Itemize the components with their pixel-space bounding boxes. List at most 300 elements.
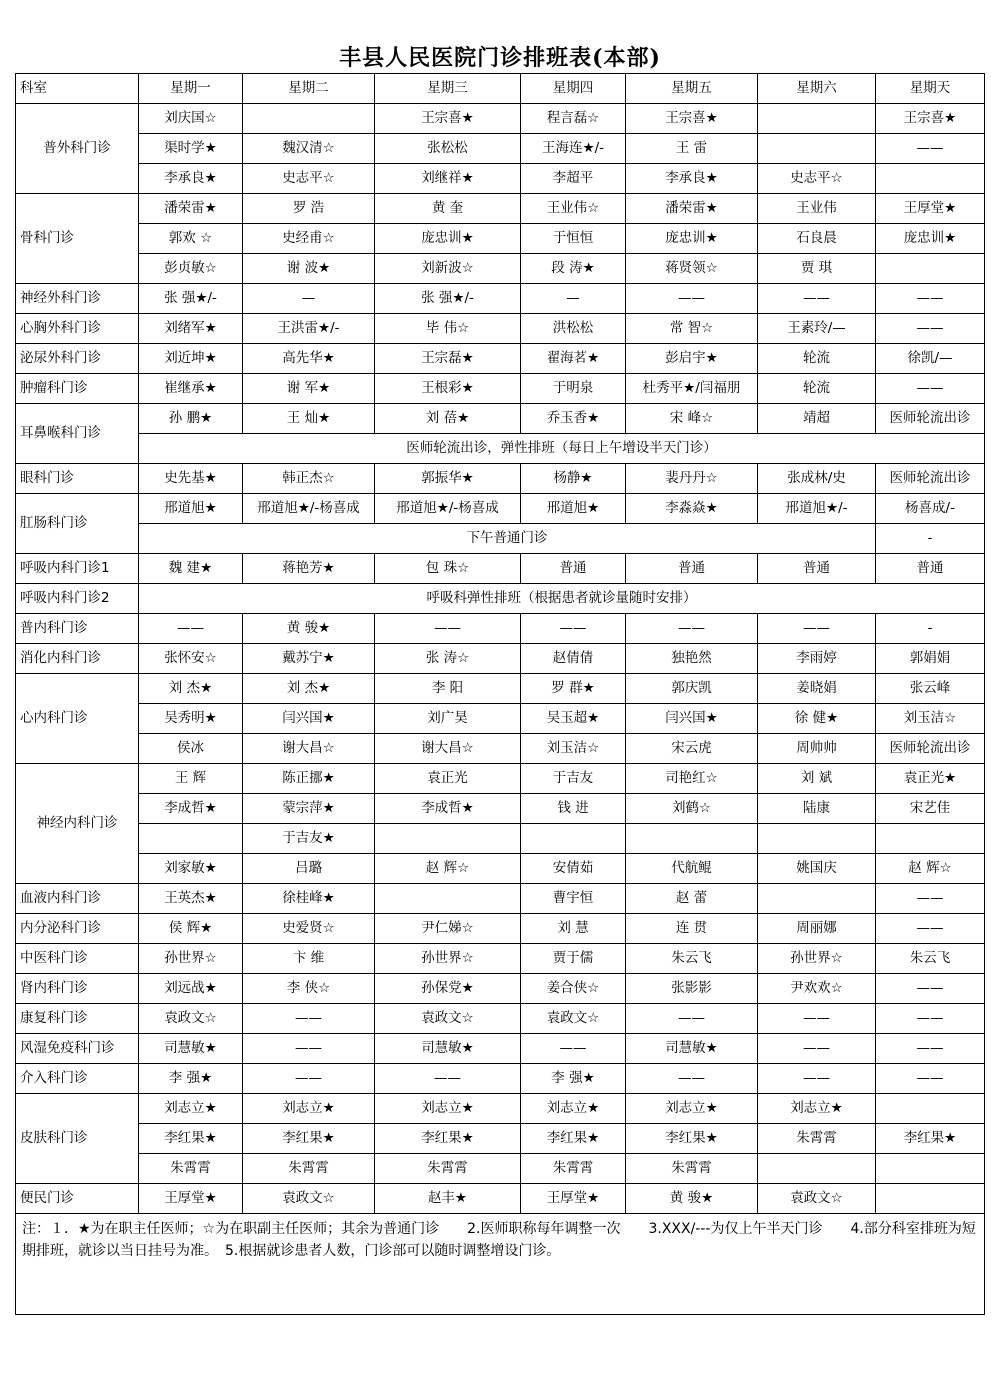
schedule-cell <box>876 254 985 284</box>
schedule-cell <box>375 884 521 914</box>
schedule-cell: 闫兴国★ <box>626 704 758 734</box>
table-row <box>16 974 985 1004</box>
schedule-cell: —— <box>876 374 985 404</box>
schedule-cell: 石良晨 <box>758 224 876 254</box>
schedule-cell: 王宗磊★ <box>375 344 521 374</box>
schedule-cell: 刘志立★ <box>626 1094 758 1124</box>
schedule-cell: 朱云飞 <box>876 944 985 974</box>
schedule-cell <box>758 1154 876 1184</box>
schedule-cell: 袁政文☆ <box>758 1184 876 1214</box>
schedule-cell: —— <box>243 1064 375 1094</box>
schedule-cell: 李 阳 <box>375 674 521 704</box>
header-day: 星期六 <box>758 74 876 104</box>
schedule-cell: —— <box>876 1034 985 1064</box>
schedule-cell: 郭振华★ <box>375 464 521 494</box>
schedule-cell: 刘志立★ <box>139 1094 243 1124</box>
table-row <box>16 884 985 914</box>
schedule-body <box>16 74 985 1315</box>
dept-name: 普外科门诊 <box>16 104 139 194</box>
schedule-cell: 李红果★ <box>243 1124 375 1154</box>
schedule-cell: 袁正光 <box>375 764 521 794</box>
schedule-cell <box>876 824 985 854</box>
schedule-cell: 谢 波★ <box>243 254 375 284</box>
schedule-cell: 刘志立★ <box>521 1094 626 1124</box>
schedule-cell: —— <box>521 614 626 644</box>
schedule-cell: 朱霄霄 <box>626 1154 758 1184</box>
schedule-cell: 杨静★ <box>521 464 626 494</box>
schedule-cell: 蒙宗萍★ <box>243 794 375 824</box>
schedule-cell: 闫兴国★ <box>243 704 375 734</box>
schedule-cell: 司艳红☆ <box>626 764 758 794</box>
schedule-cell: 邢道旭★ <box>139 494 243 524</box>
schedule-cell: —— <box>626 1004 758 1034</box>
schedule-cell: 王素玲/— <box>758 314 876 344</box>
schedule-cell: 王厚堂★ <box>521 1184 626 1214</box>
schedule-cell: 谢 军★ <box>243 374 375 404</box>
schedule-cell: 司慧敏★ <box>139 1034 243 1064</box>
schedule-cell: 于明泉 <box>521 374 626 404</box>
schedule-cell: 潘荣雷★ <box>626 194 758 224</box>
table-row <box>16 374 985 404</box>
schedule-cell: 裴丹丹☆ <box>626 464 758 494</box>
schedule-cell: 尹欢欢☆ <box>758 974 876 1004</box>
schedule-cell: 庞忠训★ <box>375 224 521 254</box>
schedule-cell: 张怀安☆ <box>139 644 243 674</box>
dept-name: 骨科门诊 <box>16 194 139 284</box>
schedule-cell <box>758 824 876 854</box>
table-row <box>16 704 985 734</box>
schedule-cell: 包 珠☆ <box>375 554 521 584</box>
schedule-cell: 张成林/史 <box>758 464 876 494</box>
schedule-cell: 乔玉香★ <box>521 404 626 434</box>
schedule-cell: 李成哲★ <box>139 794 243 824</box>
schedule-cell: —— <box>521 1034 626 1064</box>
schedule-cell: 王宗喜★ <box>626 104 758 134</box>
schedule-cell: —— <box>626 284 758 314</box>
table-row <box>16 1184 985 1214</box>
schedule-cell: 邢道旭★/-杨喜成 <box>243 494 375 524</box>
schedule-cell: 彭贞敏☆ <box>139 254 243 284</box>
schedule-cell: —— <box>758 284 876 314</box>
table-row <box>16 194 985 224</box>
schedule-cell: 刘绪军★ <box>139 314 243 344</box>
schedule-cell: 黄 骏★ <box>626 1184 758 1214</box>
schedule-cell: 史经甫☆ <box>243 224 375 254</box>
schedule-cell: 袁政文☆ <box>139 1004 243 1034</box>
schedule-cell: 刘广昊 <box>375 704 521 734</box>
schedule-cell: 孙世界☆ <box>758 944 876 974</box>
table-row <box>16 224 985 254</box>
schedule-cell: 李红果★ <box>375 1124 521 1154</box>
dept-name: 泌尿外科门诊 <box>16 344 139 374</box>
schedule-cell: 邢道旭★/-杨喜成 <box>375 494 521 524</box>
dept-name: 血液内科门诊 <box>16 884 139 914</box>
schedule-cell: —— <box>876 974 985 1004</box>
table-row <box>16 734 985 764</box>
table-row <box>16 764 985 794</box>
dept-name: 内分泌科门诊 <box>16 914 139 944</box>
schedule-cell: 侯 辉★ <box>139 914 243 944</box>
schedule-cell: 王 辉 <box>139 764 243 794</box>
table-row <box>16 614 985 644</box>
schedule-cell: 于恒恒 <box>521 224 626 254</box>
schedule-cell: 朱霄霄 <box>758 1124 876 1154</box>
schedule-cell: 徐凯/— <box>876 344 985 374</box>
schedule-cell: 吴秀明★ <box>139 704 243 734</box>
schedule-cell: 史志平☆ <box>243 164 375 194</box>
schedule-cell: —— <box>758 1034 876 1064</box>
schedule-cell: 李红果★ <box>626 1124 758 1154</box>
schedule-cell: 连 贯 <box>626 914 758 944</box>
schedule-cell: 徐桂峰★ <box>243 884 375 914</box>
table-row <box>16 524 985 554</box>
schedule-cell: —— <box>876 884 985 914</box>
schedule-cell: —— <box>876 314 985 344</box>
schedule-cell: 宋艺佳 <box>876 794 985 824</box>
schedule-cell: 杜秀平★/闫福朋 <box>626 374 758 404</box>
schedule-cell: 高先华★ <box>243 344 375 374</box>
schedule-cell: 张影影 <box>626 974 758 1004</box>
schedule-cell: 罗 群★ <box>521 674 626 704</box>
schedule-cell: 尹仁娣☆ <box>375 914 521 944</box>
table-row <box>16 284 985 314</box>
schedule-cell: 崔继承★ <box>139 374 243 404</box>
schedule-cell: 李雨婷 <box>758 644 876 674</box>
dept-name: 肿瘤科门诊 <box>16 374 139 404</box>
schedule-cell: 于吉友★ <box>243 824 375 854</box>
schedule-cell: 李承良★ <box>139 164 243 194</box>
schedule-cell: 袁正光★ <box>876 764 985 794</box>
merged-note-cell: 呼吸科弹性排班（根据患者就诊量随时安排） <box>139 584 985 614</box>
header-day: 星期三 <box>375 74 521 104</box>
schedule-cell: 贾于儒 <box>521 944 626 974</box>
schedule-cell <box>876 1154 985 1184</box>
schedule-cell: 王海连★/- <box>521 134 626 164</box>
schedule-cell: —— <box>139 614 243 644</box>
header-day: 星期一 <box>139 74 243 104</box>
schedule-cell: 魏 建★ <box>139 554 243 584</box>
schedule-cell: 邢道旭★/- <box>758 494 876 524</box>
schedule-cell: 庞忠训★ <box>626 224 758 254</box>
dept-name: 消化内科门诊 <box>16 644 139 674</box>
schedule-cell: —— <box>876 284 985 314</box>
schedule-cell: 代航鲲 <box>626 854 758 884</box>
schedule-cell: 王业伟 <box>758 194 876 224</box>
schedule-cell: 邢道旭★ <box>521 494 626 524</box>
schedule-cell: 李 侠☆ <box>243 974 375 1004</box>
merged-note-cell: 下午普通门诊 <box>139 524 876 554</box>
schedule-cell: 司慧敏★ <box>626 1034 758 1064</box>
schedule-cell <box>758 884 876 914</box>
schedule-cell: 庞忠训★ <box>876 224 985 254</box>
table-row <box>16 554 985 584</box>
schedule-cell: 翟海茗★ <box>521 344 626 374</box>
table-row <box>16 1154 985 1184</box>
schedule-cell: 蒋贤领☆ <box>626 254 758 284</box>
schedule-cell: 刘志立★ <box>243 1094 375 1124</box>
schedule-cell <box>139 824 243 854</box>
schedule-cell: —— <box>758 614 876 644</box>
schedule-cell: 李 强★ <box>521 1064 626 1094</box>
schedule-cell: - <box>876 524 985 554</box>
schedule-cell <box>758 134 876 164</box>
header-day: 星期二 <box>243 74 375 104</box>
schedule-cell <box>876 1094 985 1124</box>
schedule-cell: 周帅帅 <box>758 734 876 764</box>
table-row <box>16 944 985 974</box>
schedule-cell: 医师轮流出诊 <box>876 734 985 764</box>
table-row <box>16 464 985 494</box>
schedule-cell: 段 涛★ <box>521 254 626 284</box>
schedule-cell: 王厚堂★ <box>139 1184 243 1214</box>
dept-name: 神经内科门诊 <box>16 764 139 884</box>
schedule-cell: 王英杰★ <box>139 884 243 914</box>
schedule-cell: 于吉友 <box>521 764 626 794</box>
schedule-cell <box>521 824 626 854</box>
table-row <box>16 254 985 284</box>
schedule-cell: 朱霄霄 <box>243 1154 375 1184</box>
schedule-cell: 黄 奎 <box>375 194 521 224</box>
schedule-cell: 魏汉清☆ <box>243 134 375 164</box>
dept-name: 心胸外科门诊 <box>16 314 139 344</box>
page-title: 丰县人民医院门诊排班表(本部) <box>339 45 661 71</box>
schedule-cell: 医师轮流出诊 <box>876 464 985 494</box>
schedule-cell: 刘 慧 <box>521 914 626 944</box>
table-row <box>16 824 985 854</box>
schedule-cell: 刘玉洁☆ <box>521 734 626 764</box>
schedule-cell: 陈正挪★ <box>243 764 375 794</box>
schedule-cell <box>375 824 521 854</box>
dept-name: 普内科门诊 <box>16 614 139 644</box>
schedule-cell: 朱云飞 <box>626 944 758 974</box>
schedule-cell: 吕璐 <box>243 854 375 884</box>
dept-name: 呼吸内科门诊1 <box>16 554 139 584</box>
schedule-cell: 卞 维 <box>243 944 375 974</box>
schedule-cell: 史先基★ <box>139 464 243 494</box>
table-row <box>16 644 985 674</box>
schedule-cell: 刘玉洁☆ <box>876 704 985 734</box>
schedule-cell: 刘远战★ <box>139 974 243 1004</box>
schedule-cell: 轮流 <box>758 374 876 404</box>
schedule-cell: — <box>521 284 626 314</box>
schedule-cell: 李 强★ <box>139 1064 243 1094</box>
schedule-cell: 罗 浩 <box>243 194 375 224</box>
schedule-cell: 医师轮流出诊 <box>876 404 985 434</box>
schedule-cell: 普通 <box>521 554 626 584</box>
schedule-cell: 张 涛☆ <box>375 644 521 674</box>
schedule-cell: 陆康 <box>758 794 876 824</box>
schedule-cell: —— <box>243 1004 375 1034</box>
table-row <box>16 854 985 884</box>
schedule-cell: 王业伟☆ <box>521 194 626 224</box>
schedule-cell: —— <box>876 1004 985 1034</box>
schedule-cell: 杨喜成/- <box>876 494 985 524</box>
dept-name: 耳鼻喉科门诊 <box>16 404 139 464</box>
schedule-cell: 郭欢 ☆ <box>139 224 243 254</box>
header-day: 星期天 <box>876 74 985 104</box>
schedule-cell: 孙保党★ <box>375 974 521 1004</box>
schedule-cell <box>626 824 758 854</box>
schedule-cell: —— <box>876 914 985 944</box>
schedule-cell: 刘庆国☆ <box>139 104 243 134</box>
dept-name: 便民门诊 <box>16 1184 139 1214</box>
schedule-cell: 袁政文☆ <box>243 1184 375 1214</box>
schedule-cell: 谢大昌☆ <box>243 734 375 764</box>
schedule-cell: 孙世界☆ <box>375 944 521 974</box>
schedule-cell: 徐 健★ <box>758 704 876 734</box>
schedule-cell: 韩正杰☆ <box>243 464 375 494</box>
schedule-cell: —— <box>375 614 521 644</box>
schedule-cell: 洪松松 <box>521 314 626 344</box>
dept-name: 神经外科门诊 <box>16 284 139 314</box>
schedule-cell: 曹宇恒 <box>521 884 626 914</box>
schedule-table <box>15 73 985 1315</box>
schedule-cell <box>876 1184 985 1214</box>
schedule-cell: 程言磊☆ <box>521 104 626 134</box>
schedule-cell: 王洪雷★/- <box>243 314 375 344</box>
schedule-cell: 赵 蕾 <box>626 884 758 914</box>
table-row <box>16 434 985 464</box>
schedule-cell: 普通 <box>758 554 876 584</box>
schedule-cell: 姜合侠☆ <box>521 974 626 1004</box>
schedule-cell: 姜晓娟 <box>758 674 876 704</box>
schedule-cell: 轮流 <box>758 344 876 374</box>
schedule-cell: 史志平☆ <box>758 164 876 194</box>
schedule-cell: 袁政文☆ <box>375 1004 521 1034</box>
schedule-cell: 史爱贤☆ <box>243 914 375 944</box>
schedule-cell: 王宗喜★ <box>876 104 985 134</box>
schedule-cell: —— <box>758 1004 876 1034</box>
header-day: 星期五 <box>626 74 758 104</box>
dept-name: 眼科门诊 <box>16 464 139 494</box>
schedule-cell: 侯冰 <box>139 734 243 764</box>
dept-name: 呼吸内科门诊2 <box>16 584 139 614</box>
schedule-cell: 蒋艳芳★ <box>243 554 375 584</box>
schedule-cell: 刘鹤☆ <box>626 794 758 824</box>
header-row <box>16 74 985 104</box>
schedule-cell: 李红果★ <box>139 1124 243 1154</box>
schedule-cell: 独艳然 <box>626 644 758 674</box>
schedule-cell: 靖超 <box>758 404 876 434</box>
schedule-cell: —— <box>626 614 758 644</box>
dept-name: 皮肤科门诊 <box>16 1094 139 1184</box>
dept-name: 中医科门诊 <box>16 944 139 974</box>
schedule-cell: 刘 杰★ <box>243 674 375 704</box>
dept-name: 介入科门诊 <box>16 1064 139 1094</box>
schedule-cell: 普通 <box>876 554 985 584</box>
dept-name: 肾内科门诊 <box>16 974 139 1004</box>
schedule-cell: 安倩茹 <box>521 854 626 884</box>
schedule-cell: 彭启宇★ <box>626 344 758 374</box>
table-row <box>16 494 985 524</box>
schedule-cell: 吴玉超★ <box>521 704 626 734</box>
schedule-cell: 贾 琪 <box>758 254 876 284</box>
schedule-cell: 刘 蓓★ <box>375 404 521 434</box>
schedule-cell <box>876 164 985 194</box>
table-row <box>16 914 985 944</box>
table-row <box>16 1004 985 1034</box>
schedule-cell: 赵倩倩 <box>521 644 626 674</box>
schedule-cell: 郭娟娟 <box>876 644 985 674</box>
schedule-cell: 刘新波☆ <box>375 254 521 284</box>
table-row <box>16 344 985 374</box>
schedule-cell: 普通 <box>626 554 758 584</box>
schedule-cell: 朱霄霄 <box>375 1154 521 1184</box>
table-row <box>16 1064 985 1094</box>
schedule-cell: 戴苏宁★ <box>243 644 375 674</box>
schedule-cell: - <box>876 614 985 644</box>
table-row <box>16 674 985 704</box>
schedule-cell <box>758 104 876 134</box>
schedule-cell: 李淼焱★ <box>626 494 758 524</box>
schedule-cell: 王宗喜★ <box>375 104 521 134</box>
schedule-cell: 李红果★ <box>521 1124 626 1154</box>
schedule-cell: 刘家敏★ <box>139 854 243 884</box>
schedule-cell: 李超平 <box>521 164 626 194</box>
schedule-cell: 王 灿★ <box>243 404 375 434</box>
schedule-cell: 刘继祥★ <box>375 164 521 194</box>
schedule-cell <box>243 104 375 134</box>
schedule-cell: 王 雷 <box>626 134 758 164</box>
schedule-cell: —— <box>375 1064 521 1094</box>
schedule-cell: 潘荣雷★ <box>139 194 243 224</box>
schedule-cell: 刘近坤★ <box>139 344 243 374</box>
schedule-cell: 姚国庆 <box>758 854 876 884</box>
footnote: 注：１．★为在职主任医师；☆为在职副主任医师；其余为普通门诊 2.医师职称每年调整一次 3.XXX/---为仅上午半天门诊 4.部分科室排班为短期排班，就诊以当日挂号为准。 5.根据就诊患者人数，门诊部可以随时调整增设门诊。 <box>16 1214 985 1315</box>
schedule-cell: 王厚堂★ <box>876 194 985 224</box>
schedule-cell: 朱霄霄 <box>521 1154 626 1184</box>
header-dept: 科室 <box>16 74 139 104</box>
schedule-cell: 刘 杰★ <box>139 674 243 704</box>
table-row <box>16 314 985 344</box>
schedule-cell: 周丽娜 <box>758 914 876 944</box>
schedule-cell: 张 强★/- <box>139 284 243 314</box>
schedule-cell: — <box>243 284 375 314</box>
schedule-cell: 袁政文☆ <box>521 1004 626 1034</box>
schedule-cell: 刘志立★ <box>375 1094 521 1124</box>
schedule-cell: 朱霄霄 <box>139 1154 243 1184</box>
schedule-cell: —— <box>243 1034 375 1064</box>
table-row <box>16 1034 985 1064</box>
table-row <box>16 164 985 194</box>
schedule-cell: 张松松 <box>375 134 521 164</box>
schedule-cell: 钱 进 <box>521 794 626 824</box>
table-row <box>16 134 985 164</box>
schedule-cell: 毕 伟☆ <box>375 314 521 344</box>
schedule-cell: —— <box>626 1064 758 1094</box>
table-row <box>16 1094 985 1124</box>
schedule-cell: 李成哲★ <box>375 794 521 824</box>
schedule-cell: 王根彩★ <box>375 374 521 404</box>
schedule-cell: 刘 斌 <box>758 764 876 794</box>
schedule-cell: —— <box>876 134 985 164</box>
table-row <box>16 794 985 824</box>
schedule-cell: 李承良★ <box>626 164 758 194</box>
schedule-cell: 刘志立★ <box>758 1094 876 1124</box>
schedule-cell: 孙世界☆ <box>139 944 243 974</box>
schedule-cell: 渠时学★ <box>139 134 243 164</box>
schedule-cell: 郭庆凯 <box>626 674 758 704</box>
dept-name: 康复科门诊 <box>16 1004 139 1034</box>
schedule-cell: 赵丰★ <box>375 1184 521 1214</box>
table-row <box>16 1124 985 1154</box>
dept-name: 心内科门诊 <box>16 674 139 764</box>
table-row <box>16 104 985 134</box>
schedule-cell: 宋云虎 <box>626 734 758 764</box>
table-row <box>16 584 985 614</box>
dept-name: 风湿免疫科门诊 <box>16 1034 139 1064</box>
schedule-cell: 赵 辉☆ <box>876 854 985 884</box>
